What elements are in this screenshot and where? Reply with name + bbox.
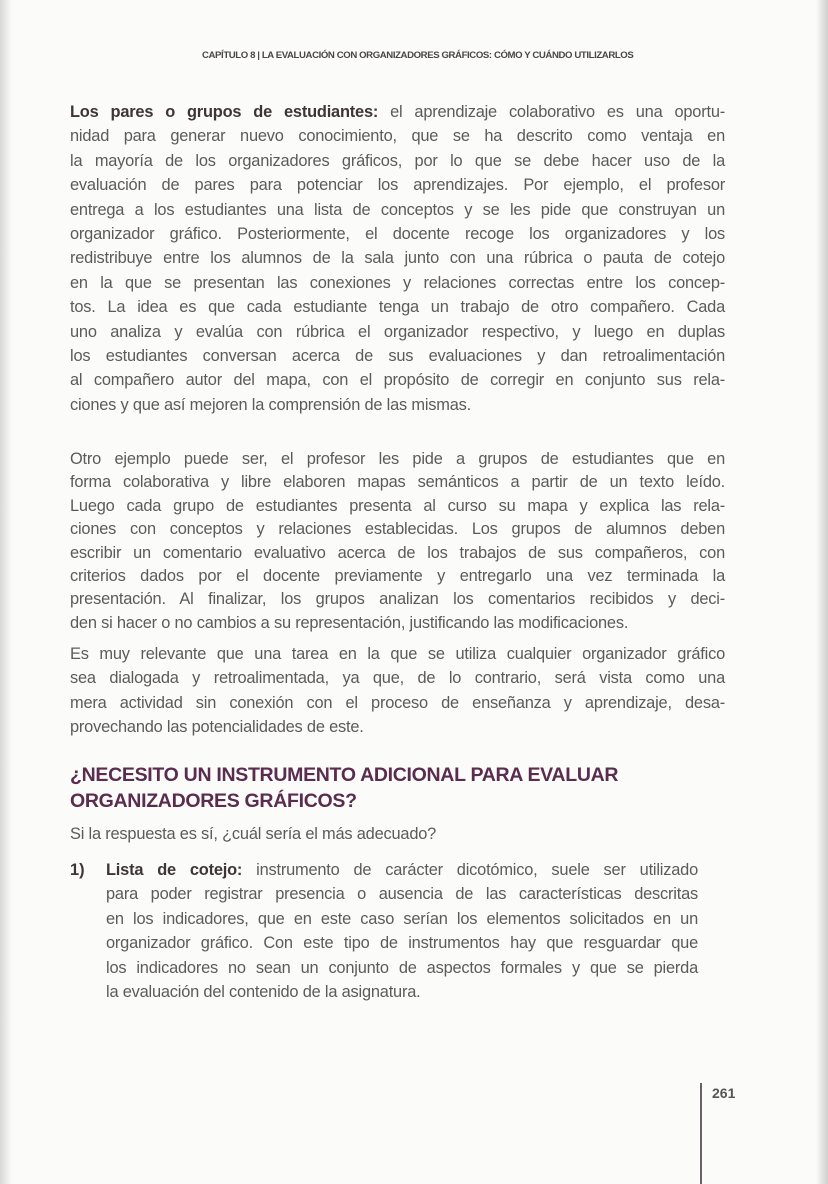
paragraph-line: la mayoría de los organizadores gráficos, por lo que se debe hacer uso de la <box>70 151 725 170</box>
paragraph-line: criterios dados por el docente previamente y entregarlo una vez terminada la <box>70 566 725 585</box>
paragraph-relevance <box>70 642 725 740</box>
paragraph-line: mera actividad sin conexión con el proceso de enseñanza y aprendizaje, desa- <box>70 693 725 712</box>
paragraph-lead: Los pares o grupos de estudiantes: <box>70 103 379 121</box>
paragraph-line: provechando las potencialidades de este. <box>70 718 364 737</box>
list-item-text: instrumento de carácter dicotómico, suele ser utilizado <box>242 861 698 879</box>
section-heading <box>70 762 618 814</box>
paragraph-line: entrega a los estudiantes una lista de conceptos y se les pide que construyan un <box>70 200 725 219</box>
paragraph-peer-evaluation <box>70 100 725 417</box>
paragraph-line: uno analiza y evalúa con rúbrica el organizador respectivo, y luego en duplas <box>70 322 725 341</box>
list-number: 1) <box>70 861 85 879</box>
paragraph-line: Otro ejemplo puede ser, el profesor les pide a grupos de estudiantes que en <box>70 450 725 468</box>
page-number: 261 <box>712 1085 736 1101</box>
paragraph-line: en la que se presentan las conexiones y relaciones correctas entre los concep- <box>70 273 725 292</box>
paragraph-line: ciones con conceptos y relaciones establecidas. Los grupos de alumnos deben <box>70 520 725 539</box>
page-right-shadow <box>816 0 828 1184</box>
list-item-lead: Lista de cotejo: <box>106 861 243 879</box>
section-heading-line: ORGANIZADORES GRÁFICOS? <box>70 790 357 812</box>
paragraph-line: Luego cada grupo de estudiantes presenta al curso su mapa y explica las rela- <box>70 496 725 515</box>
paragraph-line: evaluación de pares para potenciar los aprendizajes. Por ejemplo, el profesor <box>70 176 725 195</box>
section-intro-text: Si la respuesta es sí, ¿cuál sería el más adecuado? <box>70 825 437 843</box>
paragraph-line: tos. La idea es que cada estudiante tenga un trabajo de otro compañero. Cada <box>70 298 725 317</box>
paragraph-line: en los indicadores, que en este caso serían los elementos solicitados en un <box>106 909 698 928</box>
paragraph-line: presentación. Al finalizar, los grupos analizan los comentarios recibidos y deci- <box>70 590 725 609</box>
paragraph-line: Es muy relevante que una tarea en la que se utiliza cualquier organizador gráfico <box>70 645 725 663</box>
paragraph-line: al compañero autor del mapa, con el propósito de corregir en conjunto sus rela- <box>70 371 725 390</box>
paragraph-line: sea dialogada y retroalimentada, ya que, de lo contrario, será vista como una <box>70 669 725 688</box>
section-heading-line: ¿NECESITO UN INSTRUMENTO ADICIONAL PARA EVALUAR <box>70 764 619 786</box>
paragraph-line: nidad para generar nuevo conocimiento, que se ha descrito como ventaja en <box>70 127 725 146</box>
running-header: CAPÍTULO 8 | LA EVALUACIÓN CON ORGANIZADORES GRÁFICOS: CÓMO Y CUÁNDO UTILIZARLOS <box>202 50 634 61</box>
paragraph-line: organizador gráfico. Con este tipo de instrumentos hay que resguardar que <box>106 934 698 953</box>
paragraph-second-example <box>70 448 725 635</box>
page-left-shadow <box>0 0 12 1184</box>
page-number-rule <box>700 1083 702 1184</box>
list-item-line <box>106 858 698 882</box>
paragraph-line: la evaluación del contenido de la asignatura. <box>106 982 421 1001</box>
paragraph-line: escribir un comentario evaluativo acerca de los trabajos de sus compañeros, con <box>70 543 725 562</box>
paragraph-line: forma colaborativa y libre elaboren mapas semánticos a partir de un texto leído. <box>70 473 725 492</box>
list-item <box>106 858 698 1004</box>
paragraph-line: redistribuye entre los alumnos de la sala junto con una rúbrica o pauta de cotejo <box>70 249 725 268</box>
paragraph-line: para poder registrar presencia o ausencia de las características descritas <box>106 885 698 904</box>
paragraph-line <box>70 100 725 124</box>
paragraph-text: el aprendizaje colaborativo es una oportu- <box>378 103 726 121</box>
paragraph-line: los indicadores no sean un conjunto de aspectos formales y que se pierda <box>106 958 698 977</box>
paragraph-line: organizador gráfico. Posteriormente, el docente recoge los organizadores y los <box>70 224 725 243</box>
paragraph-line: den si hacer o no cambios a su representación, justificando las modificaciones. <box>70 613 629 632</box>
paragraph-line: los estudiantes conversan acerca de sus evaluaciones y dan retroalimentación <box>70 346 725 365</box>
section-intro <box>70 822 725 846</box>
paragraph-line: ciones y que así mejoren la comprensión de las mismas. <box>70 395 471 414</box>
